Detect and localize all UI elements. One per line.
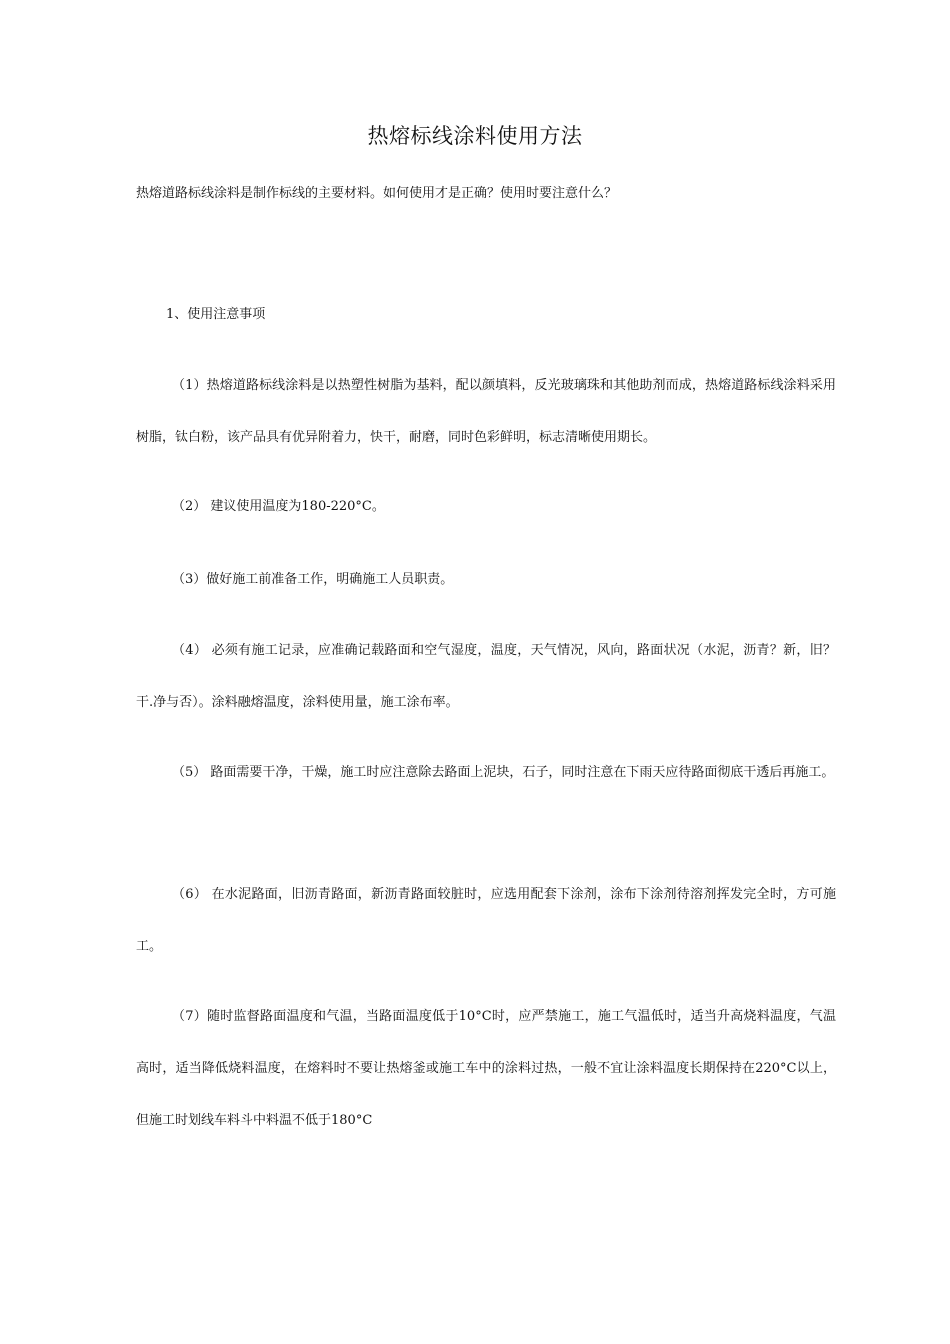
paragraph-6: （6） 在水泥路面，旧沥青路面，新沥青路面较脏时，应选用配套下涂剂，涂布下涂剂待溶剂挥发完全时，方可施工。 [136, 887, 836, 954]
paragraph-4: （4） 必须有施工记录，应准确记载路面和空气湿度，温度，天气情况，风向，路面状况（水泥，沥青？新，旧？干.净与否）。涂料融熔温度，涂料使用量，施工涂布率。 [136, 643, 836, 710]
paragraph-2: （2） 建议使用温度为180-220°C。 [172, 499, 385, 514]
paragraph-5: （5） 路面需要干净，干燥，施工时应注意除去路面上泥块，石子，同时注意在下雨天应待路面彻底干透后再施工。 [172, 765, 835, 780]
paragraph-1: （1）热熔道路标线涂料是以热塑性树脂为基料，配以颜填料，反光玻璃珠和其他助剂而成，热熔道路标线涂料采用树脂，钛白粉，该产品具有优异附着力，快干，耐磨，同时色彩鲜明，标志清晰使用期长。 [136, 378, 836, 445]
paragraph-3: （3）做好施工前准备工作，明确施工人员职责。 [172, 572, 454, 587]
document-title: 热熔标线涂料使用方法 [367, 124, 583, 148]
paragraph-7: （7）随时监督路面温度和气温，当路面温度低于10°C时，应严禁施工，施工气温低时，适当升高烧料温度，气温高时，适当降低烧料温度，在熔料时不要让热熔釜或施工车中的涂料过热，一般不宜让涂料温度长期保持在220°C以上，但施工时划线车料斗中料温不低于180°C [136, 1009, 836, 1128]
intro-paragraph: 热熔道路标线涂料是制作标线的主要材料。如何使用才是正确？使用时要注意什么？ [136, 186, 618, 201]
section-heading: 1、使用注意事项 [166, 307, 266, 322]
